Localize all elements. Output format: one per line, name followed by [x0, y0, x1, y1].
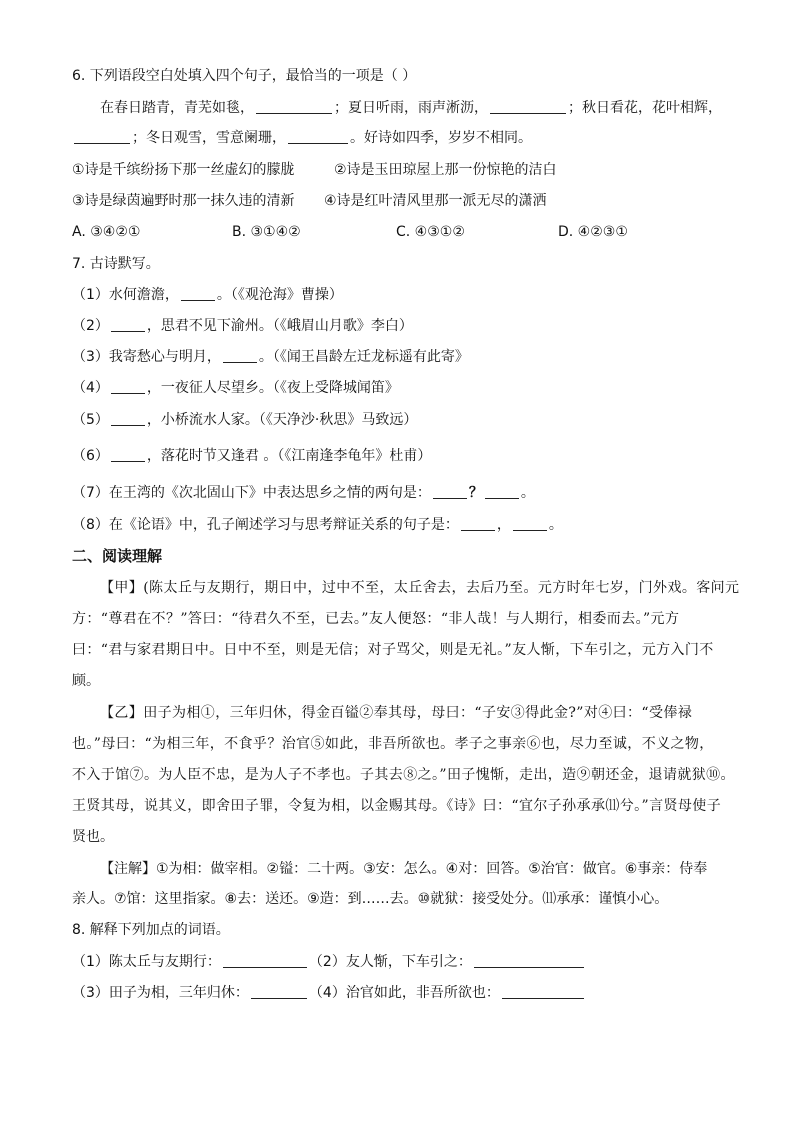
- q7-item-4: [72, 378, 732, 398]
- q8-stem: 8. 解释下列加点的词语。: [72, 922, 230, 938]
- jia-line: 曰：“君与家君期日中。日中不至，则是无信；对子骂父，则是无礼。”友人惭，下车引之，元方入门不: [72, 642, 714, 658]
- q6-option-d[interactable]: D. ④②③①: [558, 224, 628, 240]
- answer-blank[interactable]: [502, 984, 584, 999]
- q7-item-text: （4）: [72, 380, 109, 396]
- q7-item-text: （7）在王湾的《次北固山下》中表达思乡之情的两句是：: [72, 485, 431, 501]
- q6-sentence: ①诗是千缤纷扬下那一丝虚幻的朦胧: [72, 162, 295, 178]
- jia-line: 方：“尊君在不？”答曰：“待君久不至，已去。”友人便怒：“非人哉！与人期行，相委而去。”元方: [72, 611, 680, 627]
- q7-item-text: ？: [468, 485, 483, 501]
- q6-option-b[interactable]: B. ③①④②: [232, 224, 301, 240]
- yi-line: 不入于馆⑦。为人臣不忠，是为人子不孝也。子其去⑧之。”田子愧惭，走出，造⑨朝还金，退请就狱⑩。: [72, 767, 735, 783]
- notes-line: 亲人。⑦馆：这里指家。⑧去：送还。⑨造：到……去。⑩就狱：接受处分。⑾承承：谨慎小心。: [72, 891, 669, 907]
- q6-passage-line-2: [72, 128, 732, 148]
- answer-blank[interactable]: [111, 379, 145, 394]
- jia-line: 顾。: [72, 673, 100, 689]
- q7-item-text: （8）在《论语》中，孔子阐述学习与思考辩证关系的句子是：: [72, 517, 459, 533]
- q7-item-text: 。（《观沧海》曹操）: [216, 287, 343, 303]
- q7-item-2: [72, 316, 732, 336]
- q6-sentence: ③诗是绿茵遍野时那一抹久违的清新: [72, 193, 295, 209]
- q7-item-text: 。: [548, 517, 563, 533]
- q7-stem: 7. 古诗默写。: [72, 256, 160, 272]
- q8-item-text: （2）友人惭，下车引之：: [308, 954, 472, 970]
- q6-option-a[interactable]: A. ③④②①: [72, 224, 141, 240]
- answer-blank[interactable]: [474, 953, 584, 968]
- answer-blank[interactable]: [485, 484, 519, 499]
- yi-line: 贤也。: [72, 829, 114, 845]
- q6-option-c[interactable]: C. ④③①②: [396, 224, 465, 240]
- q6-stem: 6. 下列语段空白处填入四个句子，最恰当的一项是（ ）: [72, 68, 417, 84]
- q7-item-text: （6）: [72, 448, 109, 464]
- answer-blank[interactable]: [223, 953, 307, 968]
- answer-blank[interactable]: [111, 411, 145, 426]
- q6-passage-text: 。好诗如四季，岁岁不相同。: [350, 130, 532, 146]
- q7-item-text: 。（《闻王昌龄左迁龙标遥有此寄》: [258, 349, 469, 365]
- answer-blank[interactable]: [288, 129, 348, 144]
- q7-item-6: [72, 446, 732, 466]
- answer-blank[interactable]: [111, 317, 145, 332]
- answer-blank[interactable]: [461, 516, 495, 531]
- answer-blank[interactable]: [181, 286, 215, 301]
- q8-item-text: （3）田子为相，三年归休：: [72, 985, 249, 1001]
- q7-item-text: ，小桥流水人家。（《天净沙·秋思》马致远）: [146, 412, 418, 428]
- answer-blank[interactable]: [513, 516, 547, 531]
- section-title: 二、阅读理解: [72, 547, 163, 565]
- q6-sentence: ④诗是红叶清风里那一派无尽的潇洒: [324, 193, 547, 209]
- q8-item-text: （4）治官如此，非吾所欲也：: [308, 985, 500, 1001]
- q6-passage-line-1: [100, 98, 730, 118]
- q7-item-text: （5）: [72, 412, 109, 428]
- q6-passage-text: 在春日踏青，青芜如毯，: [100, 100, 254, 116]
- q6-passage-text: ；冬日观雪，雪意阑珊，: [132, 130, 286, 146]
- q7-item-text: ，: [496, 517, 511, 533]
- answer-blank[interactable]: [256, 99, 332, 114]
- yi-line: 王贤其母，说其义，即舍田子罪，令复为相，以金赐其母。《诗》曰：“宜尔子孙承承⑾兮。”言贤母使子: [72, 798, 722, 814]
- jia-line: 【甲】(陈太丘与友期行，期日中，过中不至，太丘舍去，去后乃至。元方时年七岁，门外戏。客问元: [100, 580, 740, 596]
- q7-item-1: [72, 285, 732, 305]
- q7-item-text: ，思君不见下渝州。（《峨眉山月歌》李白）: [146, 318, 413, 334]
- answer-blank[interactable]: [490, 99, 566, 114]
- notes-line: 【注解】①为相：做宰相。②镒：二十两。③安：怎么。④对：回答。⑤治官：做官。⑥事亲：侍奉: [100, 861, 708, 877]
- yi-line: 【乙】田子为相①，三年归休，得金百镒②奉其母，母曰：“子安③得此金?”对④曰：“受俸禄: [100, 705, 693, 721]
- q6-passage-text: ；夏日听雨，雨声淅沥，: [334, 100, 488, 116]
- q8-item-text: （1）陈太丘与友期行：: [72, 954, 221, 970]
- answer-blank[interactable]: [433, 484, 467, 499]
- answer-blank[interactable]: [74, 129, 130, 144]
- answer-blank[interactable]: [251, 984, 307, 999]
- q7-item-5: [72, 410, 732, 430]
- q8-row-2: [72, 983, 732, 1003]
- q7-item-text: ，一夜征人尽望乡。（《夜上受降城闻笛》: [146, 380, 399, 396]
- yi-line: 也。”母曰：“为相三年，不食乎？治官⑤如此，非吾所欲也。孝子之事亲⑥也，尽力至诚，不义之物，: [72, 736, 714, 752]
- q7-item-7: [72, 483, 732, 503]
- q8-row-1: [72, 952, 732, 972]
- answer-blank[interactable]: [111, 447, 145, 462]
- q7-item-text: 。: [520, 485, 535, 501]
- q7-item-3: [72, 347, 732, 367]
- q7-item-text: （3）我寄愁心与明月，: [72, 349, 221, 365]
- answer-blank[interactable]: [223, 348, 257, 363]
- q7-item-text: （1）水何澹澹，: [72, 287, 179, 303]
- q6-passage-text: ；秋日看花，花叶相辉，: [568, 100, 722, 116]
- q7-item-8: [72, 515, 732, 535]
- q7-item-text: ，落花时节又逢君 。（《江南逢李龟年》杜甫）: [146, 448, 432, 464]
- q7-item-text: （2）: [72, 318, 109, 334]
- q6-sentence: ②诗是玉田琼屋上那一份惊艳的洁白: [334, 162, 557, 178]
